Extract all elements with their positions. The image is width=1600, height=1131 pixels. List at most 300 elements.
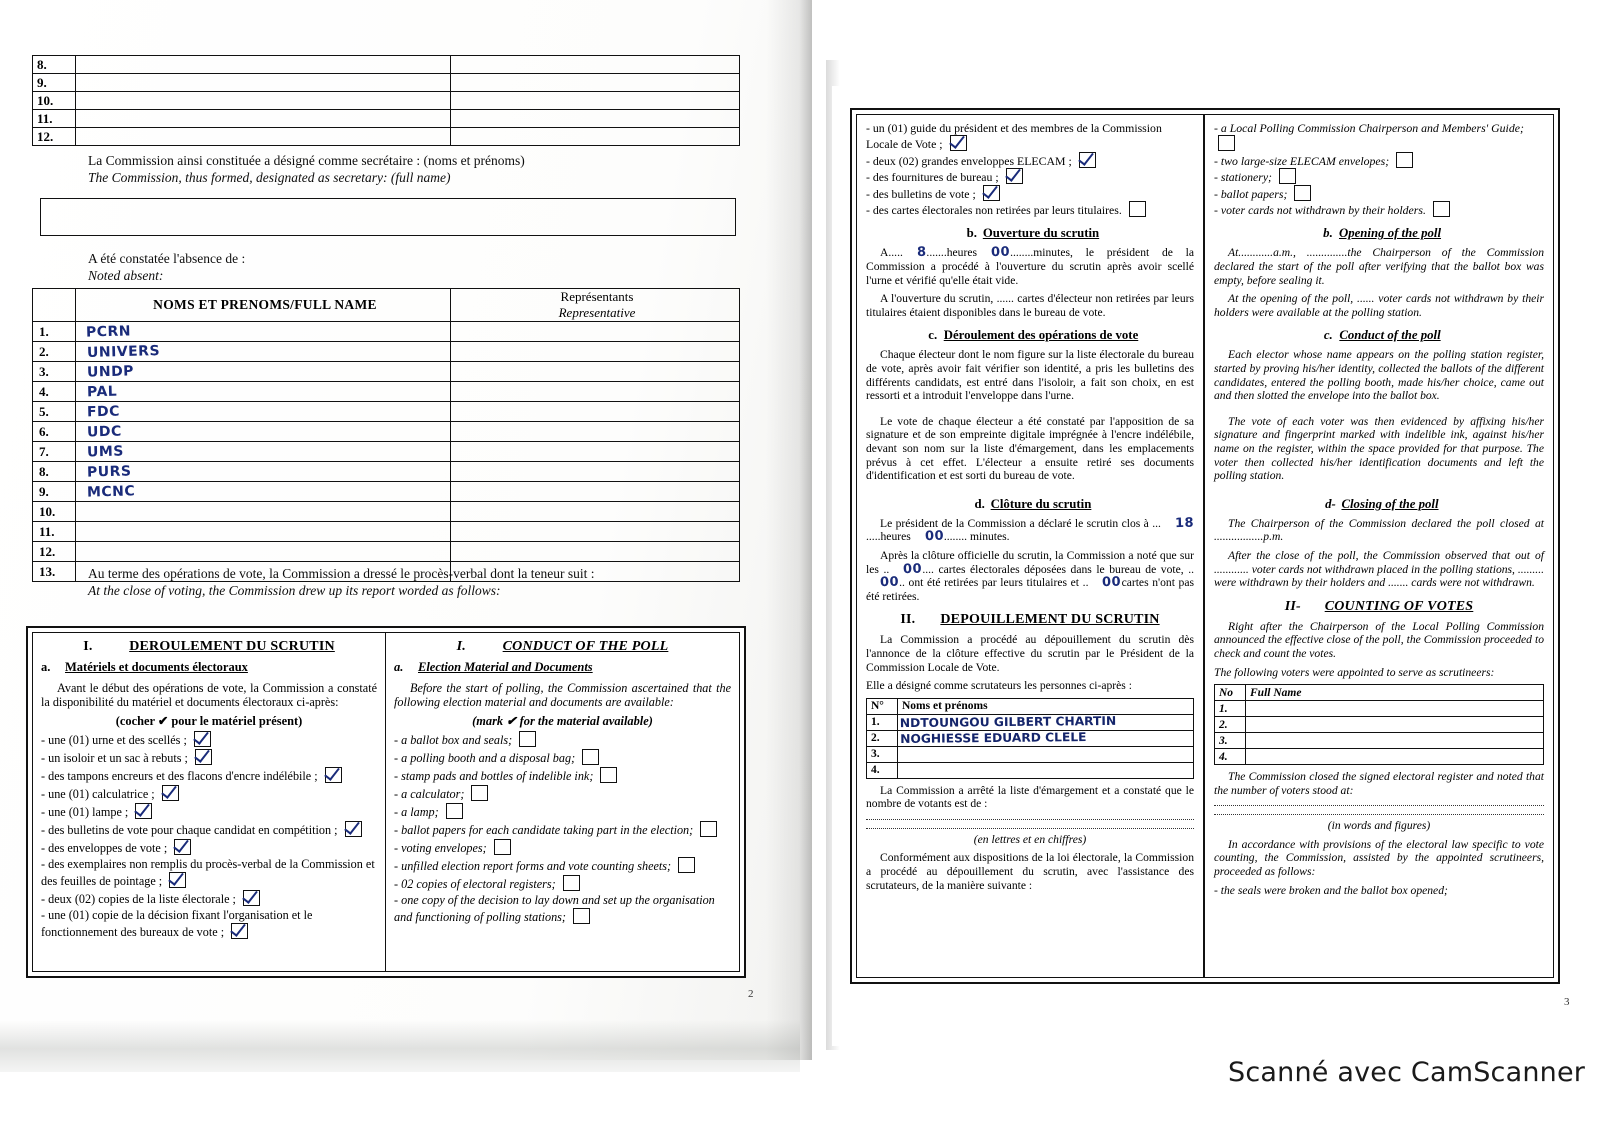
table-row (33, 322, 740, 342)
checklist-item (1214, 185, 1544, 201)
opening-of-poll-paragraph-fr: A..... 8.......heures 00........minutes, le président de la Commission a procédé à l'ouverture du scrutin après avoir scellé l'urne et vérifié qu'elle était vide. (866, 245, 1194, 287)
row-number: 4. (33, 382, 76, 402)
checklist-item-label: - stamp pads and bottles of indelible ink; (394, 768, 597, 783)
absent-name-cell[interactable]: UMS (76, 442, 451, 462)
closing-pre-fr: Le président de la Commission a déclaré le scrutin clos à (880, 516, 1149, 530)
checkbox-checked[interactable] (195, 749, 212, 765)
table-row (867, 762, 1194, 778)
cards-not-withdrawn-value[interactable]: 00 (1102, 574, 1122, 591)
secretary-name-input[interactable] (40, 198, 736, 236)
scrutineer-name-cell[interactable] (1246, 749, 1544, 765)
absent-name-cell[interactable]: FDC (76, 402, 451, 422)
closing-hours-label-fr: heures (880, 530, 911, 544)
scrutineers-table-fr (866, 698, 1194, 779)
checklist-item-label: - une (01) urne et des scellés ; (41, 732, 190, 747)
checklist-item (866, 152, 1194, 168)
closing-note-fr: Au terme des opérations de vote, la Commission a dressé le procès-verbal dont la teneur suit : (88, 566, 595, 581)
subsection-b-letter-en: b. (1323, 226, 1333, 241)
checkbox-unchecked[interactable] (600, 767, 617, 783)
opening-hours-value[interactable]: 8 (916, 245, 927, 261)
row-rep-cell[interactable] (451, 56, 740, 74)
checklist-item (41, 767, 377, 784)
checkbox-checked[interactable] (345, 821, 362, 837)
checkbox-checked[interactable] (1006, 168, 1023, 184)
closing-note-en: At the close of voting, the Commission drew up its report worded as follows: (88, 583, 501, 598)
opening-paragraph1-en: At............a.m., ..............the Chairperson of the Commission declared the start of the poll after verifying that the ballot box was empty, before sealing it. (1214, 246, 1544, 287)
row-rep-cell[interactable] (451, 128, 740, 146)
checklist-item-label: - des fournitures de bureau ; (866, 170, 1002, 185)
table-header-row (1215, 685, 1544, 701)
election-material-checklist-en (394, 731, 731, 925)
checklist-item-label: - un isoloir et un sac à rebuts ; (41, 750, 191, 765)
checkbox-unchecked[interactable] (1279, 168, 1296, 184)
conduct-paragraph1-fr: Chaque électeur dont le nom figure sur la liste électorale du bureau de vote, après avoir fait vérifier son identité, a pris les bulletins des différents candidats, est entré dans l'isoloir, a fait son choix, en est ressorti et a introduit l'enveloppe dans l'urne. (866, 348, 1194, 403)
voters-count-line1-fr[interactable] (866, 818, 1194, 820)
secretary-label-en: The Commission, thus formed, designated as secretary: (full name) (88, 170, 451, 185)
table-row (867, 746, 1194, 762)
section-I-english-column (386, 633, 739, 971)
row-number: 2. (33, 342, 76, 362)
checklist-item-label: - ballot papers for each candidate taking part in the election; (394, 822, 697, 837)
subsection-a-title-fr (41, 660, 377, 675)
closing-hours-value[interactable]: 18 (1174, 515, 1195, 531)
scrutineers-table-en (1214, 684, 1544, 765)
absent-rep-cell[interactable] (451, 442, 740, 462)
table-row (33, 462, 740, 482)
table-row (33, 342, 740, 362)
checklist-item (1214, 121, 1544, 152)
table-row (33, 110, 740, 128)
checklist-item (41, 821, 377, 838)
conduct-paragraph1-en: Each elector whose name appears on the polling station register, started by proving his/her identity, collected the ballots of the different candidates, entered the polling booth, made his/her choice, came out and then slotted the envelope into the ballot box. (1214, 348, 1544, 403)
checklist-item (41, 890, 377, 907)
absent-name-cell[interactable]: PCRN (76, 322, 451, 342)
checklist-item-label: - a lamp; (394, 804, 442, 819)
conduct-paragraph2-en: The vote of each voter was then evidenced by affixing his/her signature and fingerprint marked with indelible ink, against his/her name on the register, within the space provided for that purpose. The voter then collected his/her identification documents and left the polling station. (1214, 414, 1544, 483)
mark-instruction-en: (mark ✔ for the material available) (472, 713, 653, 728)
counting-procedure-en: In accordance with provisions of the electoral law specific to vote counting, the Commission, assisted by the appointed scrutineers, proceeded as follows: (1214, 837, 1544, 879)
checklist-item-label: - voting envelopes; (394, 840, 490, 855)
checklist-item-label: - deux (02) copies de la liste électorale ; (41, 891, 239, 906)
row-number: 7. (33, 442, 76, 462)
absent-rep-cell[interactable] (451, 502, 740, 522)
checklist-item (394, 821, 731, 838)
absent-rep-cell[interactable] (451, 422, 740, 442)
scrutineer-name-cell[interactable] (898, 762, 1194, 778)
checklist-item (866, 185, 1194, 201)
checklist-item (41, 749, 377, 766)
right-page-french-column (857, 115, 1205, 977)
checkbox-checked[interactable] (950, 135, 967, 151)
scrutineer-name-cell[interactable] (1246, 717, 1544, 733)
col-header-name-fr: Noms et prénoms (898, 698, 1194, 714)
checklist-item-label: - stationery; (1214, 170, 1275, 185)
row-number: 13. (33, 562, 76, 582)
absent-name-cell[interactable]: UNDP (76, 362, 451, 382)
absent-rep-cell[interactable] (451, 322, 740, 342)
checkbox-unchecked[interactable] (494, 839, 511, 855)
subsection-d-letter-en: d- (1325, 496, 1336, 511)
subsection-c-letter-en: c. (1323, 328, 1333, 343)
checklist-item (1214, 152, 1544, 168)
checklist-item-label: - a ballot box and seals; (394, 732, 516, 747)
row-number: 1. (867, 714, 898, 730)
checkbox-unchecked[interactable] (1396, 152, 1413, 168)
right-page-english-column (1205, 115, 1553, 977)
right-page-bilingual-frame (850, 108, 1560, 984)
checkbox-unchecked[interactable] (678, 857, 695, 873)
checklist-item (394, 731, 731, 748)
absent-name-cell[interactable]: PAL (76, 382, 451, 402)
left-page-bottom-shadow (0, 1020, 800, 1072)
row-number: 10. (33, 92, 76, 110)
subsection-d-heading-fr: Clôture du scrutin (990, 496, 1092, 511)
col-header-number (33, 289, 76, 322)
checkbox-checked[interactable] (1079, 152, 1096, 168)
checkbox-unchecked[interactable] (519, 731, 536, 747)
absent-name-cell[interactable]: UDC (76, 422, 451, 442)
cards-pre-fr: Après la clôture officielle du scrutin, la Commission a noté que sur les (866, 548, 1194, 576)
counting-procedure-fr: Conformément aux dispositions de la loi électorale, la Commission a procédé au dépouillement du scrutin, avec l'assistance des scrutateurs, de la manière suivante : (866, 851, 1194, 892)
table-row (33, 382, 740, 402)
closing-paragraph1-en: The Chairperson of the Commission declared the poll closed at .................p.m. (1214, 516, 1544, 544)
checklist-item-label: - des bulletins de vote pour chaque candidat en compétition ; (41, 822, 341, 837)
checkbox-unchecked[interactable] (446, 803, 463, 819)
row-number: 2. (867, 730, 898, 746)
scrutineer-name-cell[interactable] (898, 746, 1194, 762)
voters-count-note-en: The Commission closed the signed electoral register and noted that the number of voters stood at: (1214, 770, 1544, 797)
checklist-item (41, 908, 377, 940)
checklist-item-label: - 02 copies of electoral registers; (394, 876, 559, 891)
checklist-item (394, 803, 731, 820)
checklist-item-label: - des exemplaires non remplis du procès-verbal de la Commission et des feuilles de pointage ; (41, 856, 375, 888)
subsection-d-title-en (1214, 497, 1544, 512)
subsection-a-title-en (394, 660, 731, 675)
left-page-number: 2 (748, 988, 754, 1000)
row-number: 8. (33, 56, 76, 74)
additional-material-checklist-fr (866, 121, 1194, 217)
cards-total-value[interactable]: 00 (903, 561, 923, 577)
checkbox-unchecked[interactable] (573, 908, 590, 924)
checkbox-unchecked[interactable] (563, 875, 580, 891)
row-number: 1. (1215, 701, 1246, 717)
absent-name-cell[interactable] (76, 522, 451, 542)
section-I-french-column (33, 633, 386, 971)
checkbox-unchecked[interactable] (471, 785, 488, 801)
checklist-item-label: - unfilled election report forms and vote counting sheets; (394, 858, 675, 873)
checkbox-checked[interactable] (231, 923, 248, 939)
row-number: 8. (33, 462, 76, 482)
checklist-item-label: - une (01) copie de la décision fixant l'organisation et le fonctionnement des bureaux de vote ; (41, 907, 313, 939)
row-rep-cell[interactable] (451, 110, 740, 128)
closing-cards-paragraph-fr: Après la clôture officielle du scrutin, la Commission a noté que sur les .. 00.... cartes électorales déposées dans le bureau de vote, ..00.. ont été retirées par leurs titulaires et .. 00cartes n'ont pas été retirées. (866, 548, 1195, 603)
table-header-row (33, 289, 740, 322)
scrutineer-name-cell[interactable]: NOGHIESSE EDUARD CLELE (898, 730, 1194, 746)
checklist-item-label: - des cartes électorales non retirées par leurs titulaires. (866, 203, 1125, 218)
counting-intro-en: Right after the Chairperson of the Local Polling Commission announced the effective close of the poll, the Commission proceeded to check and count the votes. (1214, 619, 1544, 660)
checkbox-unchecked[interactable] (1129, 201, 1146, 217)
checklist-item (394, 749, 731, 766)
opening-paragraph2-en: At the opening of the poll, ...... voter cards not withdrawn by their holders were available at the polling station. (1214, 292, 1544, 319)
checklist-item (866, 121, 1194, 152)
checklist-item-label: - one copy of the decision to lay down and set up the organisation and functioning of polling stations; (394, 892, 715, 924)
checklist-item (41, 839, 377, 856)
counting-intro-fr: La Commission a procédé au dépouillement du scrutin dès l'annonce de la clôture effective du scrutin par le Président de la Commission Locale de Vote. (866, 633, 1194, 674)
absent-rep-cell[interactable] (451, 482, 740, 502)
absent-rep-cell[interactable] (451, 402, 740, 422)
table-row (1215, 701, 1544, 717)
checklist-item (394, 893, 731, 925)
closing-paragraph1-fr: Le président de la Commission a déclaré le scrutin clos à ... 18.....heures 00........ minutes. (866, 515, 1195, 545)
absent-name-cell[interactable]: MCNC (76, 482, 451, 502)
checkbox-checked[interactable] (162, 785, 179, 801)
voters-count-line2-fr[interactable] (866, 827, 1194, 829)
row-rep-cell[interactable] (451, 92, 740, 110)
checkbox-checked[interactable] (325, 767, 342, 783)
row-number: 6. (33, 422, 76, 442)
table-row (33, 502, 740, 522)
checklist-item-label: - a polling booth and a disposal bag; (394, 750, 579, 765)
scrutineers-intro-fr: Elle a désigné comme scrutateurs les personnes ci-après : (866, 679, 1132, 693)
row-number: 3. (1215, 733, 1246, 749)
section-I-intro-fr: Avant le début des opérations de vote, la Commission a constaté la disponibilité du matériel et documents électoraux ci-après: (41, 681, 377, 710)
checklist-item-label: - un (01) guide du président et des membres de la Commission Locale de Vote ; (866, 121, 1162, 152)
row-number: 11. (33, 110, 76, 128)
opening-cards-paragraph-fr: A l'ouverture du scrutin, ...... cartes d'électeur non retirées par leurs titulaires étaient disponibles dans le bureau de vote. (866, 292, 1194, 319)
checklist-item-label: - a Local Polling Commission Chairperson and Members' Guide; (1214, 121, 1524, 135)
section-I-intro-en: Before the start of polling, the Commission ascertained that the following election material and documents are available: (394, 681, 731, 710)
scrutineer-name-cell[interactable]: NDTOUNGOU GILBERT CHARTIN (898, 714, 1194, 730)
table-row (33, 422, 740, 442)
checklist-item-label: - une (01) calculatrice ; (41, 786, 158, 801)
table-header-row (867, 698, 1194, 714)
row-number: 2. (1215, 717, 1246, 733)
section-II-heading-fr: DEPOUILLEMENT DU SCRUTIN (940, 612, 1160, 628)
row-name-cell[interactable] (76, 92, 451, 110)
cards-mid2-fr: ont été retirées par leurs titulaires et (908, 576, 1080, 590)
subsection-d-heading-en: Closing of the poll (1341, 496, 1439, 511)
closing-minutes-value[interactable]: 00 (924, 528, 945, 545)
row-rep-cell[interactable] (451, 74, 740, 92)
camscanner-watermark: Scanné avec CamScanner (1228, 1057, 1586, 1088)
col-header-fullname: NOMS ET PRENOMS/FULL NAME (76, 289, 451, 322)
row-number: 1. (33, 322, 76, 342)
checklist-item (41, 785, 377, 802)
table-row (33, 56, 740, 74)
checklist-item (394, 875, 731, 892)
checkbox-checked[interactable] (983, 185, 1000, 201)
subsection-c-title-fr (866, 328, 1194, 343)
table-row (33, 542, 740, 562)
absent-label-en: Noted absent: (88, 268, 164, 283)
checkbox-checked[interactable] (135, 803, 152, 819)
absent-name-cell[interactable] (76, 502, 451, 522)
conduct-paragraph2-fr: Le vote de chaque électeur a été constaté par l'apposition de sa signature et de son empreinte digitale imprégnée à l'encre indélébile, devant son nom sur la liste d'émargement, dans les emplacements prévus à cet effet. L'électeur a ensuite retiré ses documents d'identification et est sorti du bureau de vote. (866, 414, 1194, 483)
row-number: 11. (33, 522, 76, 542)
absent-name-cell[interactable] (76, 542, 451, 562)
checklist-item (394, 767, 731, 784)
section-II-roman-fr: II. (900, 612, 916, 628)
subsection-a-letter-en: a. (394, 660, 404, 674)
in-words-and-figures-fr: (en lettres et en chiffres) (973, 832, 1087, 846)
checklist-item (1214, 201, 1544, 217)
absent-rep-cell[interactable] (451, 542, 740, 562)
checklist-item (394, 857, 731, 874)
checklist-item-label: - a calculator; (394, 786, 468, 801)
col-header-representative (451, 289, 740, 322)
checklist-item-label: - voter cards not withdrawn by their holders. (1214, 203, 1429, 218)
checkbox-unchecked[interactable] (582, 749, 599, 765)
row-number: 3. (33, 362, 76, 382)
checklist-item-label: - two large-size ELECAM envelopes; (1214, 153, 1393, 168)
section-I-roman-fr: I. (83, 639, 93, 654)
row-name-cell[interactable] (76, 110, 451, 128)
table-row (1215, 717, 1544, 733)
cards-withdrawn-value[interactable]: 00 (879, 574, 900, 591)
absent-rep-cell[interactable] (451, 462, 740, 482)
checklist-item (866, 168, 1194, 184)
row-number: 12. (33, 542, 76, 562)
checkbox-unchecked[interactable] (1294, 185, 1311, 201)
absent-rep-cell[interactable] (451, 522, 740, 542)
table-row (33, 128, 740, 146)
secretary-label-fr: La Commission ainsi constituée a désigné comme secrétaire : (noms et prénoms) (88, 153, 525, 168)
scrutineer-name-cell[interactable] (1246, 701, 1544, 717)
row-number: 4. (867, 762, 898, 778)
table-row (867, 730, 1194, 746)
subsection-c-letter-fr: c. (928, 328, 938, 343)
closing-post-fr: minutes. (969, 530, 1010, 544)
in-words-and-figures-en: (in words and figures) (1327, 819, 1431, 833)
checklist-item (41, 857, 377, 889)
checklist-item-label: - des bulletins de vote ; (866, 186, 979, 201)
col-header-rep-fr: Représentants (560, 289, 634, 304)
table-row (33, 362, 740, 382)
close-of-voting-note (88, 565, 748, 599)
mark-instruction-fr: (cocher ✔ pour le matériel présent) (115, 713, 303, 728)
row-number: 9. (33, 74, 76, 92)
opening-post-fr: minutes, le président de la Commission a procédé à l'ouverture du scrutin après avoir scellé l'urne et vérifié qu'elle était vide. (866, 246, 1194, 287)
section-II-title-fr (866, 612, 1194, 628)
noted-absent-label (88, 250, 245, 284)
col-header-no-fr: N° (867, 698, 898, 714)
checklist-item (394, 839, 731, 856)
additional-material-checklist-en (1214, 121, 1544, 217)
row-number: 9. (33, 482, 76, 502)
subsection-a-heading-fr: Matériels et documents électoraux (65, 660, 248, 674)
row-number: 3. (867, 746, 898, 762)
absent-label-fr: A été constatée l'absence de : (88, 251, 246, 266)
absent-rep-cell[interactable] (451, 362, 740, 382)
table-row (33, 482, 740, 502)
right-page-number: 3 (1564, 996, 1570, 1008)
checklist-item (41, 803, 377, 820)
section-I-heading-en: CONDUCT OF THE POLL (502, 639, 669, 654)
subsection-c-heading-en: Conduct of the poll (1339, 328, 1441, 343)
checkbox-checked[interactable] (243, 890, 260, 906)
absent-name-cell[interactable]: PURS (76, 462, 451, 482)
scrutineers-intro-en: The following voters were appointed to serve as scrutineers: (1214, 665, 1495, 679)
subsection-c-heading-fr: Déroulement des opérations de vote (943, 328, 1139, 343)
scrutineer-name-cell[interactable] (1246, 733, 1544, 749)
absent-name-cell[interactable]: UNIVERS (76, 342, 451, 362)
table-row (33, 522, 740, 542)
col-header-name-en: Full Name (1246, 685, 1544, 701)
subsection-b-title-en (1214, 226, 1544, 241)
table-row (1215, 733, 1544, 749)
row-number: 4. (1215, 749, 1246, 765)
section-I-roman-en: I. (456, 639, 466, 654)
checkbox-checked[interactable] (194, 731, 211, 747)
subsection-a-heading-en: Election Material and Documents (418, 660, 593, 674)
subsection-b-letter-fr: b. (966, 226, 977, 241)
checkbox-unchecked[interactable] (1433, 201, 1450, 217)
section-II-title-en (1214, 599, 1544, 615)
cards-post-fr: cartes n'ont pas été retirées. (866, 576, 1195, 603)
absent-rep-cell[interactable] (451, 342, 740, 362)
opening-minutes-value[interactable]: 00 (990, 245, 1011, 261)
checklist-item (394, 785, 731, 802)
subsection-b-title-fr (866, 226, 1194, 241)
checkbox-unchecked[interactable] (1218, 135, 1235, 151)
checklist-item (1214, 168, 1544, 184)
section-II-roman-en: II- (1284, 598, 1301, 614)
subsection-b-heading-fr: Ouverture du scrutin (982, 226, 1100, 241)
conduct-of-poll-bilingual-box (26, 626, 746, 978)
committee-members-table-continued (32, 55, 740, 146)
absent-rep-cell[interactable] (451, 382, 740, 402)
opening-pre-fr: A (880, 246, 889, 260)
cards-mid1-fr: cartes électorales déposées dans le bureau de vote, (938, 562, 1184, 576)
table-row (33, 92, 740, 110)
table-row (33, 402, 740, 422)
checkbox-checked[interactable] (174, 839, 191, 855)
secretary-designation-label (88, 152, 728, 186)
table-row (33, 442, 740, 462)
section-I-title-fr (41, 639, 377, 655)
opening-hours-label-fr: heures (946, 246, 977, 260)
row-name-cell[interactable] (76, 74, 451, 92)
subsection-d-title-fr (866, 497, 1194, 512)
row-name-cell[interactable] (76, 128, 451, 146)
col-header-rep-en: Representative (558, 305, 636, 320)
checklist-item (41, 731, 377, 748)
subsection-b-heading-en: Opening of the poll (1338, 226, 1442, 241)
row-name-cell[interactable] (76, 56, 451, 74)
row-number: 12. (33, 128, 76, 146)
row-number: 5. (33, 402, 76, 422)
checkbox-unchecked[interactable] (700, 821, 717, 837)
section-I-title-en (394, 639, 731, 655)
voters-count-note-fr: La Commission a arrêté la liste d'émargement et a constaté que le nombre de votants est de : (866, 783, 1194, 811)
col-header-no-en: No (1215, 685, 1246, 701)
table-row (33, 74, 740, 92)
section-II-heading-en: COUNTING OF VOTES (1324, 598, 1474, 614)
checklist-item-label: - des enveloppes de vote ; (41, 840, 171, 855)
row-number: 10. (33, 502, 76, 522)
election-material-checklist-fr (41, 731, 377, 940)
voters-count-line1-en[interactable] (1214, 804, 1544, 806)
checklist-item-label: - deux (02) grandes enveloppes ELECAM ; (866, 153, 1075, 168)
checklist-item-label: - une (01) lampe ; (41, 804, 132, 819)
checklist-item-label: - des tampons encreurs et des flacons d'encre indélébile ; (41, 768, 321, 783)
section-I-heading-fr: DEROULEMENT DU SCRUTIN (129, 639, 335, 654)
table-row (1215, 749, 1544, 765)
voters-count-line2-en[interactable] (1214, 813, 1544, 815)
checklist-item-label: - ballot papers; (1214, 186, 1291, 201)
checkbox-checked[interactable] (169, 872, 186, 888)
absent-representatives-table (32, 288, 740, 582)
